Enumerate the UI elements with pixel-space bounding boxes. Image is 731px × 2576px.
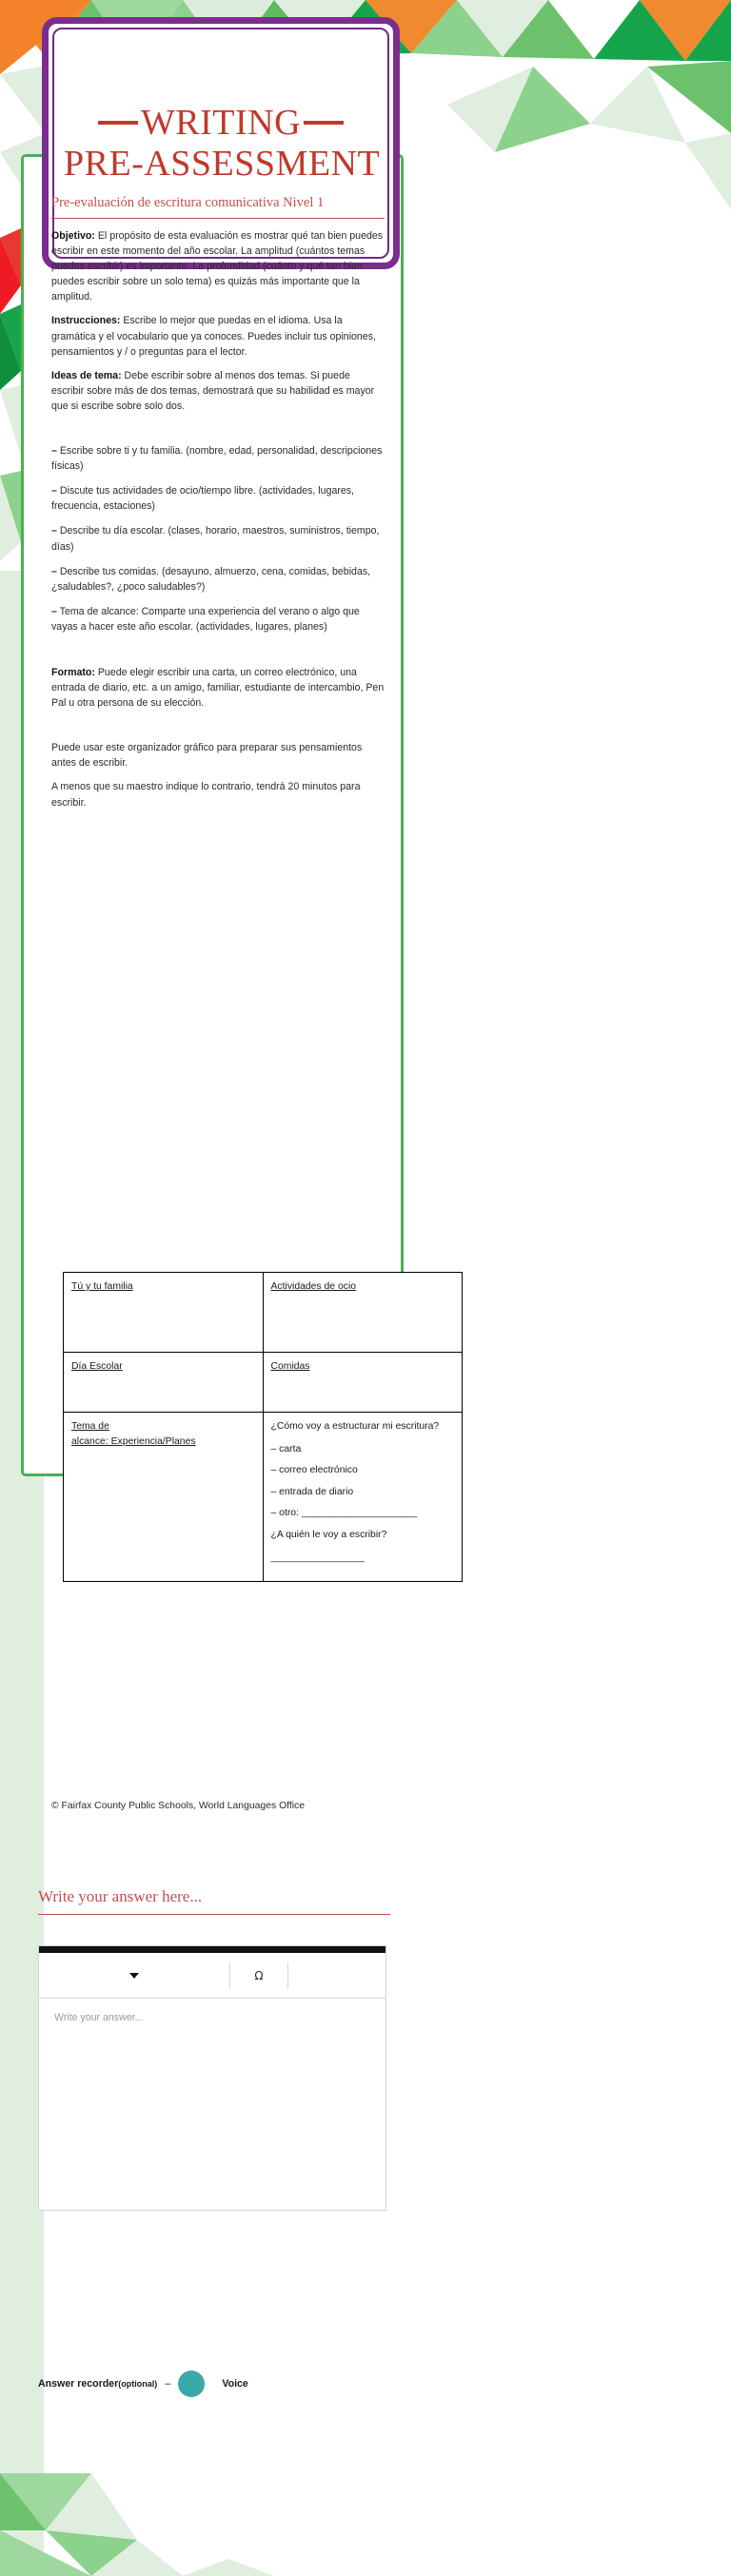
bullet-dash: – (51, 445, 57, 458)
organizer-cell-reach-topic[interactable] (64, 1413, 264, 1582)
topic-ideas-text: Debe escribir sobre al menos dos temas. Si puede escribir sobre más de dos temas, demostrará que su habilidad es mayor que si escribe sobre solo dos. (51, 369, 375, 412)
cell-label: Tú y tu familia (71, 1281, 133, 1292)
answer-input[interactable]: Write your answer... (54, 2012, 144, 2023)
bullet-dash: – (51, 485, 57, 498)
organizer-cell-schoolday[interactable] (64, 1353, 264, 1413)
answer-recorder-row (38, 2371, 390, 2397)
rich-text-editor (38, 1945, 386, 2211)
cell-label: Actividades de ocio (270, 1281, 357, 1292)
title-rule-right (304, 121, 344, 125)
title-line-1 (64, 103, 378, 144)
spacer (51, 719, 385, 740)
instructions-text: Escribe lo mejor que puedas en el idioma. Usa la gramática y el vocabulario que ya conoces. Puedes incluir tus opiniones, pensamientos y / o preguntas para el lector. (51, 315, 376, 358)
list-item-text: Discute tus actividades de ocio/tiempo libre. (actividades, lugares, frecuencia, estaciones) (51, 485, 354, 513)
list-item (51, 604, 385, 634)
recorder-dash: – (165, 2378, 171, 2390)
recorder-label-text: Answer recorder (38, 2378, 119, 2390)
spacer (51, 644, 385, 665)
structure-option: – carta (270, 1443, 302, 1454)
format-text: Puede elegir escribir una carta, un correo electrónico, una entrada de diario, etc. a un amigo, familiar, estudiante de intercambio, Pen Pal u otra persona de su elección. (51, 666, 385, 710)
structure-question: ¿Cómo voy a estructurar mi escritura? (270, 1421, 440, 1432)
bullet-dash: – (51, 565, 57, 577)
instructions-label: Instrucciones: (51, 315, 121, 327)
topic-ideas-label: Ideas de tema: (51, 369, 122, 381)
format-paragraph (51, 665, 385, 711)
audience-blank: _________________ (270, 1551, 365, 1563)
instructions-paragraph (51, 313, 385, 359)
organizer-cell-meals[interactable] (263, 1353, 463, 1413)
bullet-dash: – (51, 525, 57, 537)
document-body (51, 195, 385, 819)
bullet-dash: – (51, 605, 57, 617)
organizer-cell-family[interactable] (64, 1273, 264, 1353)
copyright-notice: © Fairfax County Public Schools, World Languages Office (51, 1801, 306, 1811)
document-heading: Pre-evaluación de escritura comunicativa Nivel 1 (51, 195, 385, 219)
list-item (51, 523, 385, 554)
cell-label-line-2: alcance: Experiencia/Planes (71, 1435, 196, 1447)
title-line-2 (64, 143, 381, 185)
table-row (64, 1353, 463, 1413)
cell-label: Comidas (270, 1361, 310, 1372)
list-item (51, 443, 385, 474)
topic-ideas-paragraph (51, 368, 385, 414)
structure-option: – entrada de diario (270, 1486, 354, 1497)
spacer (51, 422, 385, 443)
structure-option: – otro: _____________________ (270, 1508, 418, 1519)
answer-section-heading: Write your answer here... (38, 1887, 390, 1915)
cell-label-line-1: Tema de (71, 1421, 109, 1432)
cell-label: Día Escolar (71, 1361, 123, 1372)
list-item-text: Escribe sobre ti y tu familia. (nombre, edad, personalidad, descripciones físicas) (51, 445, 383, 473)
title-text-1: WRITING (140, 102, 302, 143)
title-rule-left (98, 121, 138, 125)
objective-text: El propósito de esta evaluación es mostrar qué tan bien puedes escribir en este momento del año escolar. La amplitud (cuántos temas puedes escribir) es importante. La profundidad (cuánto y qué tan bien puedes escribir sobre un solo tema) es quizás más importante que la amplitud. (51, 230, 384, 303)
list-item-text: Describe tus comidas. (desayuno, almuerzo, cena, comidas, bebidas, ¿saludables?, ¿poco saludables?) (51, 565, 371, 593)
title-text-2: PRE-ASSESSMENT (64, 143, 381, 184)
objective-paragraph (51, 228, 385, 304)
table-row (64, 1273, 463, 1353)
list-item (51, 564, 385, 595)
objective-label: Objetivo: (51, 230, 95, 242)
list-item-text: Tema de alcance: Comparte una experiencia del verano o algo que vayas a hacer este año escolar. (actividades, lugares, planes) (51, 605, 360, 633)
toolbar-style-group[interactable] (39, 1953, 229, 1998)
structure-option: – correo electrónico (270, 1465, 358, 1476)
list-item (51, 483, 385, 514)
topic-bullet-list (51, 443, 385, 634)
organizer-cell-structure[interactable] (263, 1413, 463, 1582)
recorder-optional-text: (optional) (118, 2379, 158, 2389)
editor-toolbar (39, 1953, 385, 1999)
editor-top-bar (39, 1946, 385, 1953)
format-label: Formato: (51, 666, 95, 678)
graphic-organizer-table (63, 1272, 463, 1582)
recorder-label (38, 2378, 157, 2390)
voice-label: Voice (222, 2378, 248, 2390)
toolbar-divider (287, 1962, 288, 1989)
chevron-down-icon[interactable] (129, 1973, 139, 1979)
audience-question: ¿A quién le voy a escribir? (270, 1530, 387, 1541)
table-row (64, 1413, 463, 1582)
organizer-note: Puede usar este organizador gráfico para preparar sus pensamientos antes de escribir. (51, 742, 363, 770)
organizer-cell-leisure[interactable] (263, 1273, 463, 1353)
list-item-text: Describe tu día escolar. (clases, horario, maestros, suministros, tiempo, días) (51, 525, 380, 553)
omega-icon[interactable]: Ω (254, 1968, 264, 1982)
time-note: A menos que su maestro indique lo contrario, tendrá 20 minutos para escribir. (51, 781, 361, 809)
toolbar-special-char-group[interactable] (230, 1953, 287, 1998)
page-title (54, 103, 387, 184)
voice-record-button[interactable] (178, 2371, 205, 2397)
